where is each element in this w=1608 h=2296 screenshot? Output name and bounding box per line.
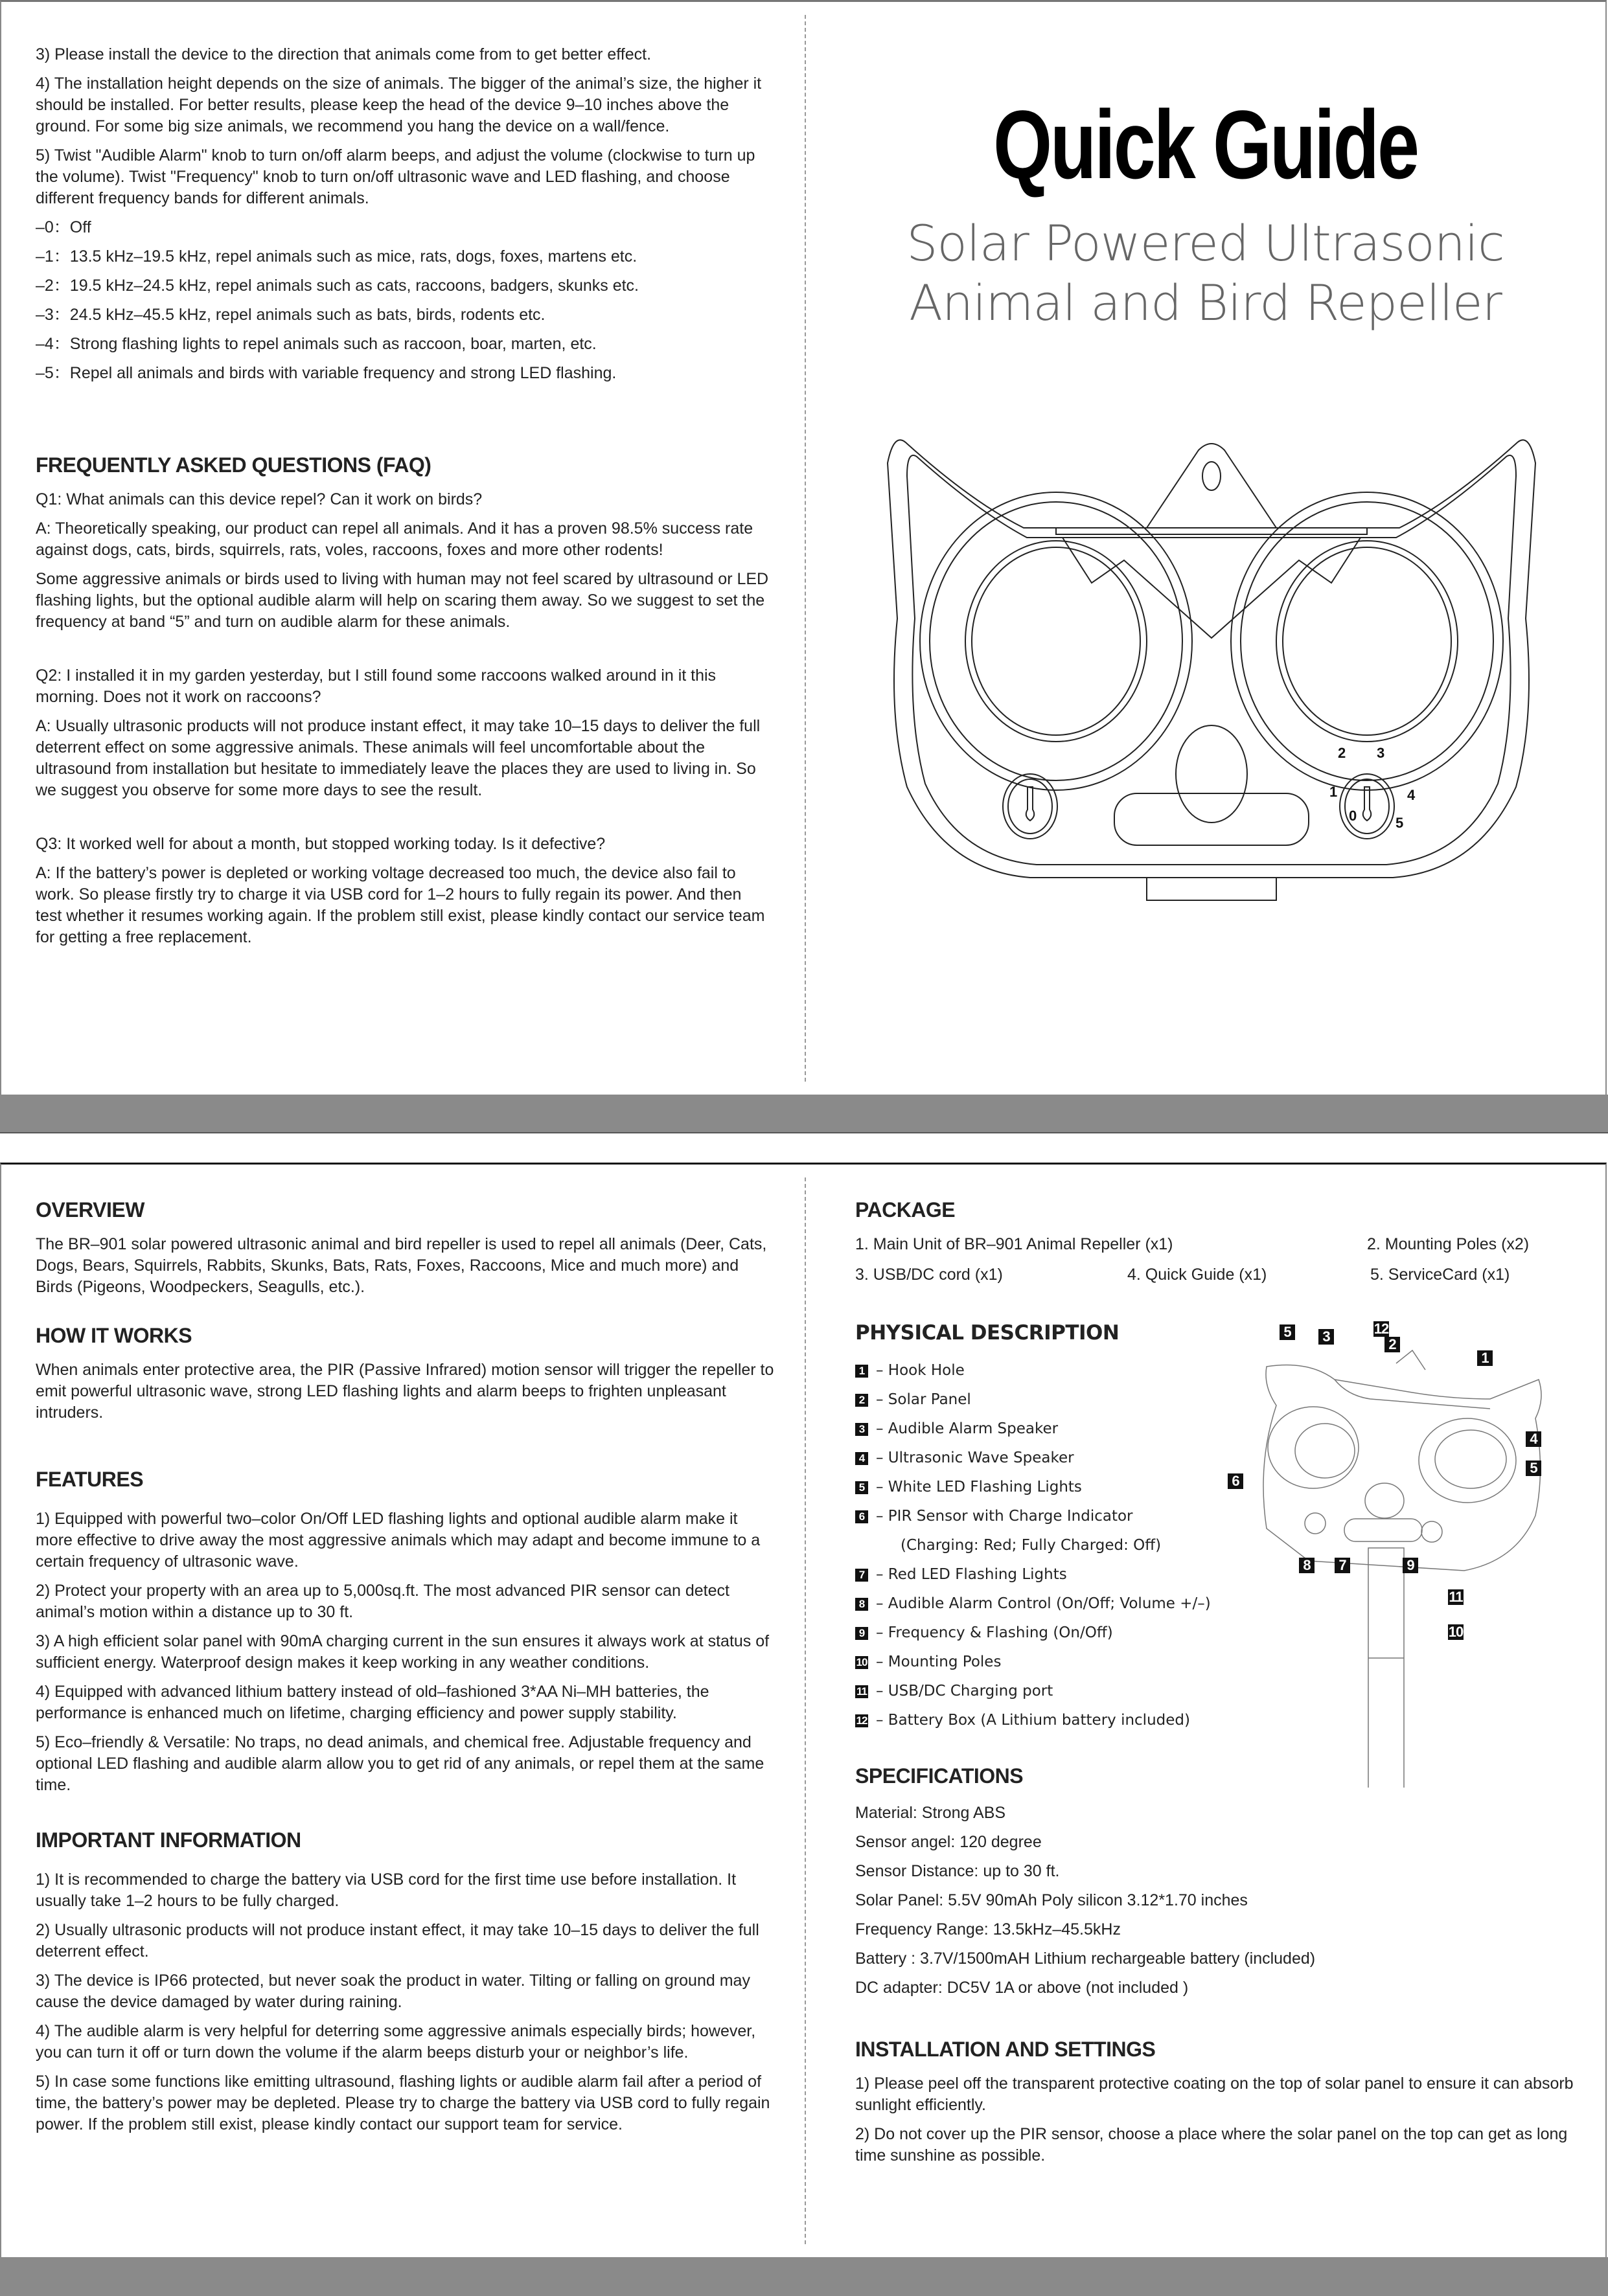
knob-label-3: 3 xyxy=(1377,745,1385,761)
hook-hole-tab xyxy=(1147,444,1276,528)
important-item: 3) The device is IP66 protected, but never soak the product in water. Tilting or falling on ground may cause the device damaged by water during raining. xyxy=(36,1972,750,2011)
package-section xyxy=(855,1198,1581,1286)
overview-section xyxy=(36,1198,774,1298)
features-section xyxy=(36,1468,774,1796)
faq-heading: FREQUENTLY ASKED QUESTIONS (FAQ) xyxy=(36,453,431,477)
physical-description-heading: PHYSICAL DESCRIPTION xyxy=(855,1321,1120,1345)
frequency-band-4: –4：Strong flashing lights to repel animals such as raccoon, boar, marten, etc. xyxy=(36,335,597,353)
spec-item: Sensor Distance: up to 30 ft. xyxy=(855,1862,1060,1880)
package-item: 1. Main Unit of BR–901 Animal Repeller (x1) xyxy=(855,1235,1173,1253)
number-badge: 4 xyxy=(855,1452,868,1465)
installation-heading: INSTALLATION AND SETTINGS xyxy=(855,2038,1156,2061)
faq-item xyxy=(36,665,771,801)
overview-text: The BR–901 solar powered ultrasonic animal and bird repeller is used to repel all animals (Deer, Cats, Dogs, Bears, Squirrels, Rabbits, Skunks, Bats, Rats, Foxes, Raccoons, Mice and much more) and Birds (Pigeons, Woodpeckers, Seagulls, etc.). xyxy=(36,1235,767,1296)
callout-badge-6: 6 xyxy=(1228,1473,1243,1489)
faq-answer: Some aggressive animals or birds used to living with human may not feel scared by ultrasound or LED flashing lights, but the optional audible alarm will help on scaring them away. So we suggest to set the frequency at band “5” and turn on audible alarm for these animals. xyxy=(36,570,769,631)
device-callout-diagram xyxy=(1218,1321,1594,1788)
pir-sensor xyxy=(1176,725,1247,823)
fold-divider xyxy=(805,1177,806,2244)
spec-item: DC adapter: DC5V 1A or above (not included ) xyxy=(855,1979,1189,1997)
feature-item: 2) Protect your property with an area up to 5,000sq.ft. The most advanced PIR sensor can detect animal’s motion within a distance up to 30 ft. xyxy=(36,1582,729,1621)
page2-left-column xyxy=(36,1198,774,2148)
overview-heading: OVERVIEW xyxy=(36,1198,144,1222)
package-item: 5. ServiceCard (x1) xyxy=(1370,1266,1510,1284)
faq-question: Q3: It worked well for about a month, but stopped working today. Is it defective? xyxy=(36,835,606,853)
install-step-4: 4) The installation height depends on the size of animals. The bigger of the animal’s size, the higher it should be installed. For better results, please keep the head of the device 9–10 inches above the ground. For some big size animals, we recommend you hang the device on a wall/fence. xyxy=(36,74,762,135)
package-item: 3. USB/DC cord (x1) xyxy=(855,1266,1003,1284)
owl-body-outline xyxy=(888,440,1535,878)
important-information-section xyxy=(36,1828,774,2135)
knob-label-0: 0 xyxy=(1349,808,1357,824)
knob-label-4: 4 xyxy=(1407,787,1416,803)
cover-subtitle xyxy=(804,214,1607,333)
installation-item: 2) Do not cover up the PIR sensor, choose a place where the solar panel on the top can get as long time sunshine as possible. xyxy=(855,2125,1568,2165)
battery-box-clip xyxy=(1147,878,1276,900)
faq-question: Q2: I installed it in my garden yesterday, but I still found some raccoons walked around in it this morning. Does not it work on raccoons? xyxy=(36,666,717,706)
owl-device-front-drawing xyxy=(868,424,1555,904)
cover-subtitle-line-2: Animal and Bird Repeller xyxy=(909,274,1502,332)
important-item: 4) The audible alarm is very helpful for deterring some aggressive animals especially birds; however, you can turn it off or turn down the volume if the alarm beeps disturb your or neighbor’s life. xyxy=(36,2022,756,2062)
frequency-band-3: –3：24.5 kHz–45.5 kHz, repel animals such as bats, birds, rodents etc. xyxy=(36,306,546,324)
faq-answer: A: If the battery’s power is depleted or working voltage decreased too much, the device also fail to work. So please firstly try to charge it via USB cord for 1–2 hours to fully regain its power. And then test whether it resumes working again. If the problem still exist, please kindly contact our service team for getting a free replacement. xyxy=(36,864,765,946)
frequency-band-0: –0：Off xyxy=(36,218,91,236)
frequency-band-2: –2：19.5 kHz–24.5 kHz, repel animals such as cats, raccoons, badgers, skunks etc. xyxy=(36,277,639,295)
specifications-heading: SPECIFICATIONS xyxy=(855,1764,1024,1788)
knob-label-2: 2 xyxy=(1338,745,1346,761)
page-separator-band xyxy=(0,1095,1608,1133)
number-badge: 12 xyxy=(856,1714,867,1727)
physical-item-label: – Hook Hole xyxy=(876,1362,965,1379)
audible-alarm-knob xyxy=(1003,774,1057,839)
frequency-band-5: –5：Repel all animals and birds with variable frequency and strong LED flashing. xyxy=(36,364,617,382)
callout-badge-4: 4 xyxy=(1526,1431,1541,1447)
callout-badge-10: 10 xyxy=(1448,1624,1464,1640)
physical-item-label: – USB/DC Charging port xyxy=(876,1683,1053,1699)
callout-badge-5: 5 xyxy=(1280,1324,1295,1340)
important-heading: IMPORTANT INFORMATION xyxy=(36,1828,301,1852)
number-badge: 7 xyxy=(855,1569,868,1582)
cover-title: Quick Guide xyxy=(993,90,1418,199)
callout-badge-9: 9 xyxy=(1403,1558,1418,1573)
callout-badge-11: 11 xyxy=(1449,1589,1463,1605)
knob-label-5: 5 xyxy=(1396,815,1404,831)
red-led-window xyxy=(1114,793,1309,845)
physical-item-note: (Charging: Red; Fully Charged: Off) xyxy=(901,1537,1162,1554)
callout-badge-5: 5 xyxy=(1526,1461,1541,1476)
physical-item-label: – Audible Alarm Speaker xyxy=(876,1420,1059,1437)
package-item: 2. Mounting Poles (x2) xyxy=(1367,1235,1530,1253)
how-it-works-heading: HOW IT WORKS xyxy=(36,1324,192,1347)
feature-item: 3) A high efficient solar panel with 90mA charging current in the sun ensures it always work at status of sufficient energy. Waterproof design makes it keep working in any weather conditions. xyxy=(36,1632,770,1672)
important-item: 5) In case some functions like emitting ultrasound, flashing lights or audible alarm fail after a period of time, the battery’s power may be depleted. Please try to charge the battery via USB cord to fully regain power. If the problem still exist, please kindly contact our support team for service. xyxy=(36,2073,770,2133)
callout-badge-1: 1 xyxy=(1477,1350,1493,1366)
physical-item-label: – Solar Panel xyxy=(876,1391,971,1408)
number-badge: 1 xyxy=(855,1365,868,1378)
cover-subtitle-line-1: Solar Powered Ultrasonic xyxy=(906,214,1504,272)
spec-item: Sensor angel: 120 degree xyxy=(855,1833,1042,1851)
specifications-section xyxy=(855,1764,1581,2006)
page-separator-band xyxy=(0,2257,1608,2296)
callout-badge-2: 2 xyxy=(1384,1337,1400,1352)
physical-item-label: – Frequency & Flashing (On/Off) xyxy=(876,1624,1113,1641)
number-badge: 3 xyxy=(855,1423,868,1436)
feature-item: 5) Eco–friendly & Versatile: No traps, no dead animals, and chemical free. Adjustable frequency and optional LED flashing and audible alarm allow you to get rid of any animals, or repel them at the same time. xyxy=(36,1733,764,1794)
fold-divider xyxy=(805,15,806,1082)
physical-item-label: – Ultrasonic Wave Speaker xyxy=(876,1449,1074,1466)
knob-label-1: 1 xyxy=(1329,784,1338,800)
callout-badge-3: 3 xyxy=(1318,1329,1334,1345)
faq-answer: A: Usually ultrasonic products will not produce instant effect, it may take 10–15 days to deliver the full deterrent effect on some aggressive animals. These animals will feel uncomfortable about the ultrasound from installation but hesitate to immediately leave the places they are used to living in. So we suggest you observe for some more days to see the result. xyxy=(36,717,761,799)
frequency-band-1: –1：13.5 kHz–19.5 kHz, repel animals such as mice, rats, dogs, foxes, martens etc. xyxy=(36,247,637,266)
device-3d-drawing xyxy=(1218,1321,1594,1788)
spec-item: Solar Panel: 5.5V 90mAh Poly silicon 3.12*1.70 inches xyxy=(855,1891,1248,1909)
number-badge: 8 xyxy=(855,1598,868,1611)
physical-item-label: – Mounting Poles xyxy=(876,1654,1002,1670)
number-badge: 6 xyxy=(855,1510,868,1523)
physical-item-label: – Battery Box (A Lithium battery included) xyxy=(876,1712,1190,1729)
installation-settings-section xyxy=(855,2038,1581,2166)
callout-badge-7: 7 xyxy=(1335,1558,1350,1573)
how-it-works-text: When animals enter protective area, the PIR (Passive Infrared) motion sensor will trigger the repeller to emit powerful ultrasonic wave, strong LED flashing lights and alarm beeps to frighten unpleasant intruders. xyxy=(36,1361,774,1422)
important-item: 2) Usually ultrasonic products will not produce instant effect, it may take 10–15 days to deliver the full deterrent effect. xyxy=(36,1921,759,1961)
important-item: 1) It is recommended to charge the battery via USB cord for the first time use before installation. It usually take 1–2 hours to be fully charged. xyxy=(36,1870,737,1910)
number-badge: 9 xyxy=(855,1627,868,1640)
how-it-works-section xyxy=(36,1324,774,1424)
feature-item: 1) Equipped with powerful two–color On/Off LED flashing lights and optional audible alarm make it more effective to drive away the most aggressive animals which may adapt and become immune to a certain frequency of ultrasonic wave. xyxy=(36,1510,761,1571)
physical-item-label: – White LED Flashing Lights xyxy=(876,1479,1082,1495)
feature-item: 4) Equipped with advanced lithium battery instead of old–fashioned 3*AA Ni–MH batteries, the performance is enhanced much on lifetime, charging efficiency and power supply stability. xyxy=(36,1683,709,1722)
package-heading: PACKAGE xyxy=(855,1198,956,1222)
features-heading: FEATURES xyxy=(36,1468,144,1491)
frequency-knob xyxy=(1340,774,1394,839)
faq-section xyxy=(36,453,771,956)
number-badge: 2 xyxy=(855,1394,868,1407)
callout-badge-8: 8 xyxy=(1299,1558,1315,1573)
solar-panel-brow xyxy=(1056,528,1367,638)
faq-item xyxy=(36,489,771,633)
faq-answer: A: Theoretically speaking, our product can repel all animals. And it has a proven 98.5% success rate against dogs, cats, birds, squirrels, rats, voles, raccoons, foxes and more other rodents! xyxy=(36,519,753,559)
spec-item: Frequency Range: 13.5kHz–45.5kHz xyxy=(855,1920,1121,1938)
install-step-3: 3) Please install the device to the direction that animals come from to get better effect. xyxy=(36,45,652,63)
physical-item-label: – PIR Sensor with Charge Indicator xyxy=(876,1508,1133,1525)
installation-continued xyxy=(36,44,771,392)
physical-item-label: – Audible Alarm Control (On/Off; Volume +/–) xyxy=(876,1595,1211,1612)
number-badge: 10 xyxy=(856,1655,867,1668)
physical-item-label: – Red LED Flashing Lights xyxy=(876,1566,1067,1583)
spec-item: Material: Strong ABS xyxy=(855,1804,1006,1822)
spec-item: Battery : 3.7V/1500mAH Lithium rechargeable battery (included) xyxy=(855,1949,1316,1968)
number-badge: 11 xyxy=(855,1685,868,1698)
faq-item xyxy=(36,834,771,948)
installation-item: 1) Please peel off the transparent protective coating on the top of solar panel to ensure it can absorb sunlight efficiently. xyxy=(855,2074,1574,2114)
number-badge: 5 xyxy=(855,1481,868,1494)
package-item: 4. Quick Guide (x1) xyxy=(1127,1266,1267,1284)
install-step-5: 5) Twist "Audible Alarm" knob to turn on/off alarm beeps, and adjust the volume (clockwise to turn up the volume). Twist "Frequency" knob to turn on/off ultrasonic wave and LED flashing, and choose different frequency bands for different animals. xyxy=(36,146,755,207)
faq-question: Q1: What animals can this device repel? Can it work on birds? xyxy=(36,490,483,508)
callout-badge-12: 12 xyxy=(1373,1321,1389,1337)
